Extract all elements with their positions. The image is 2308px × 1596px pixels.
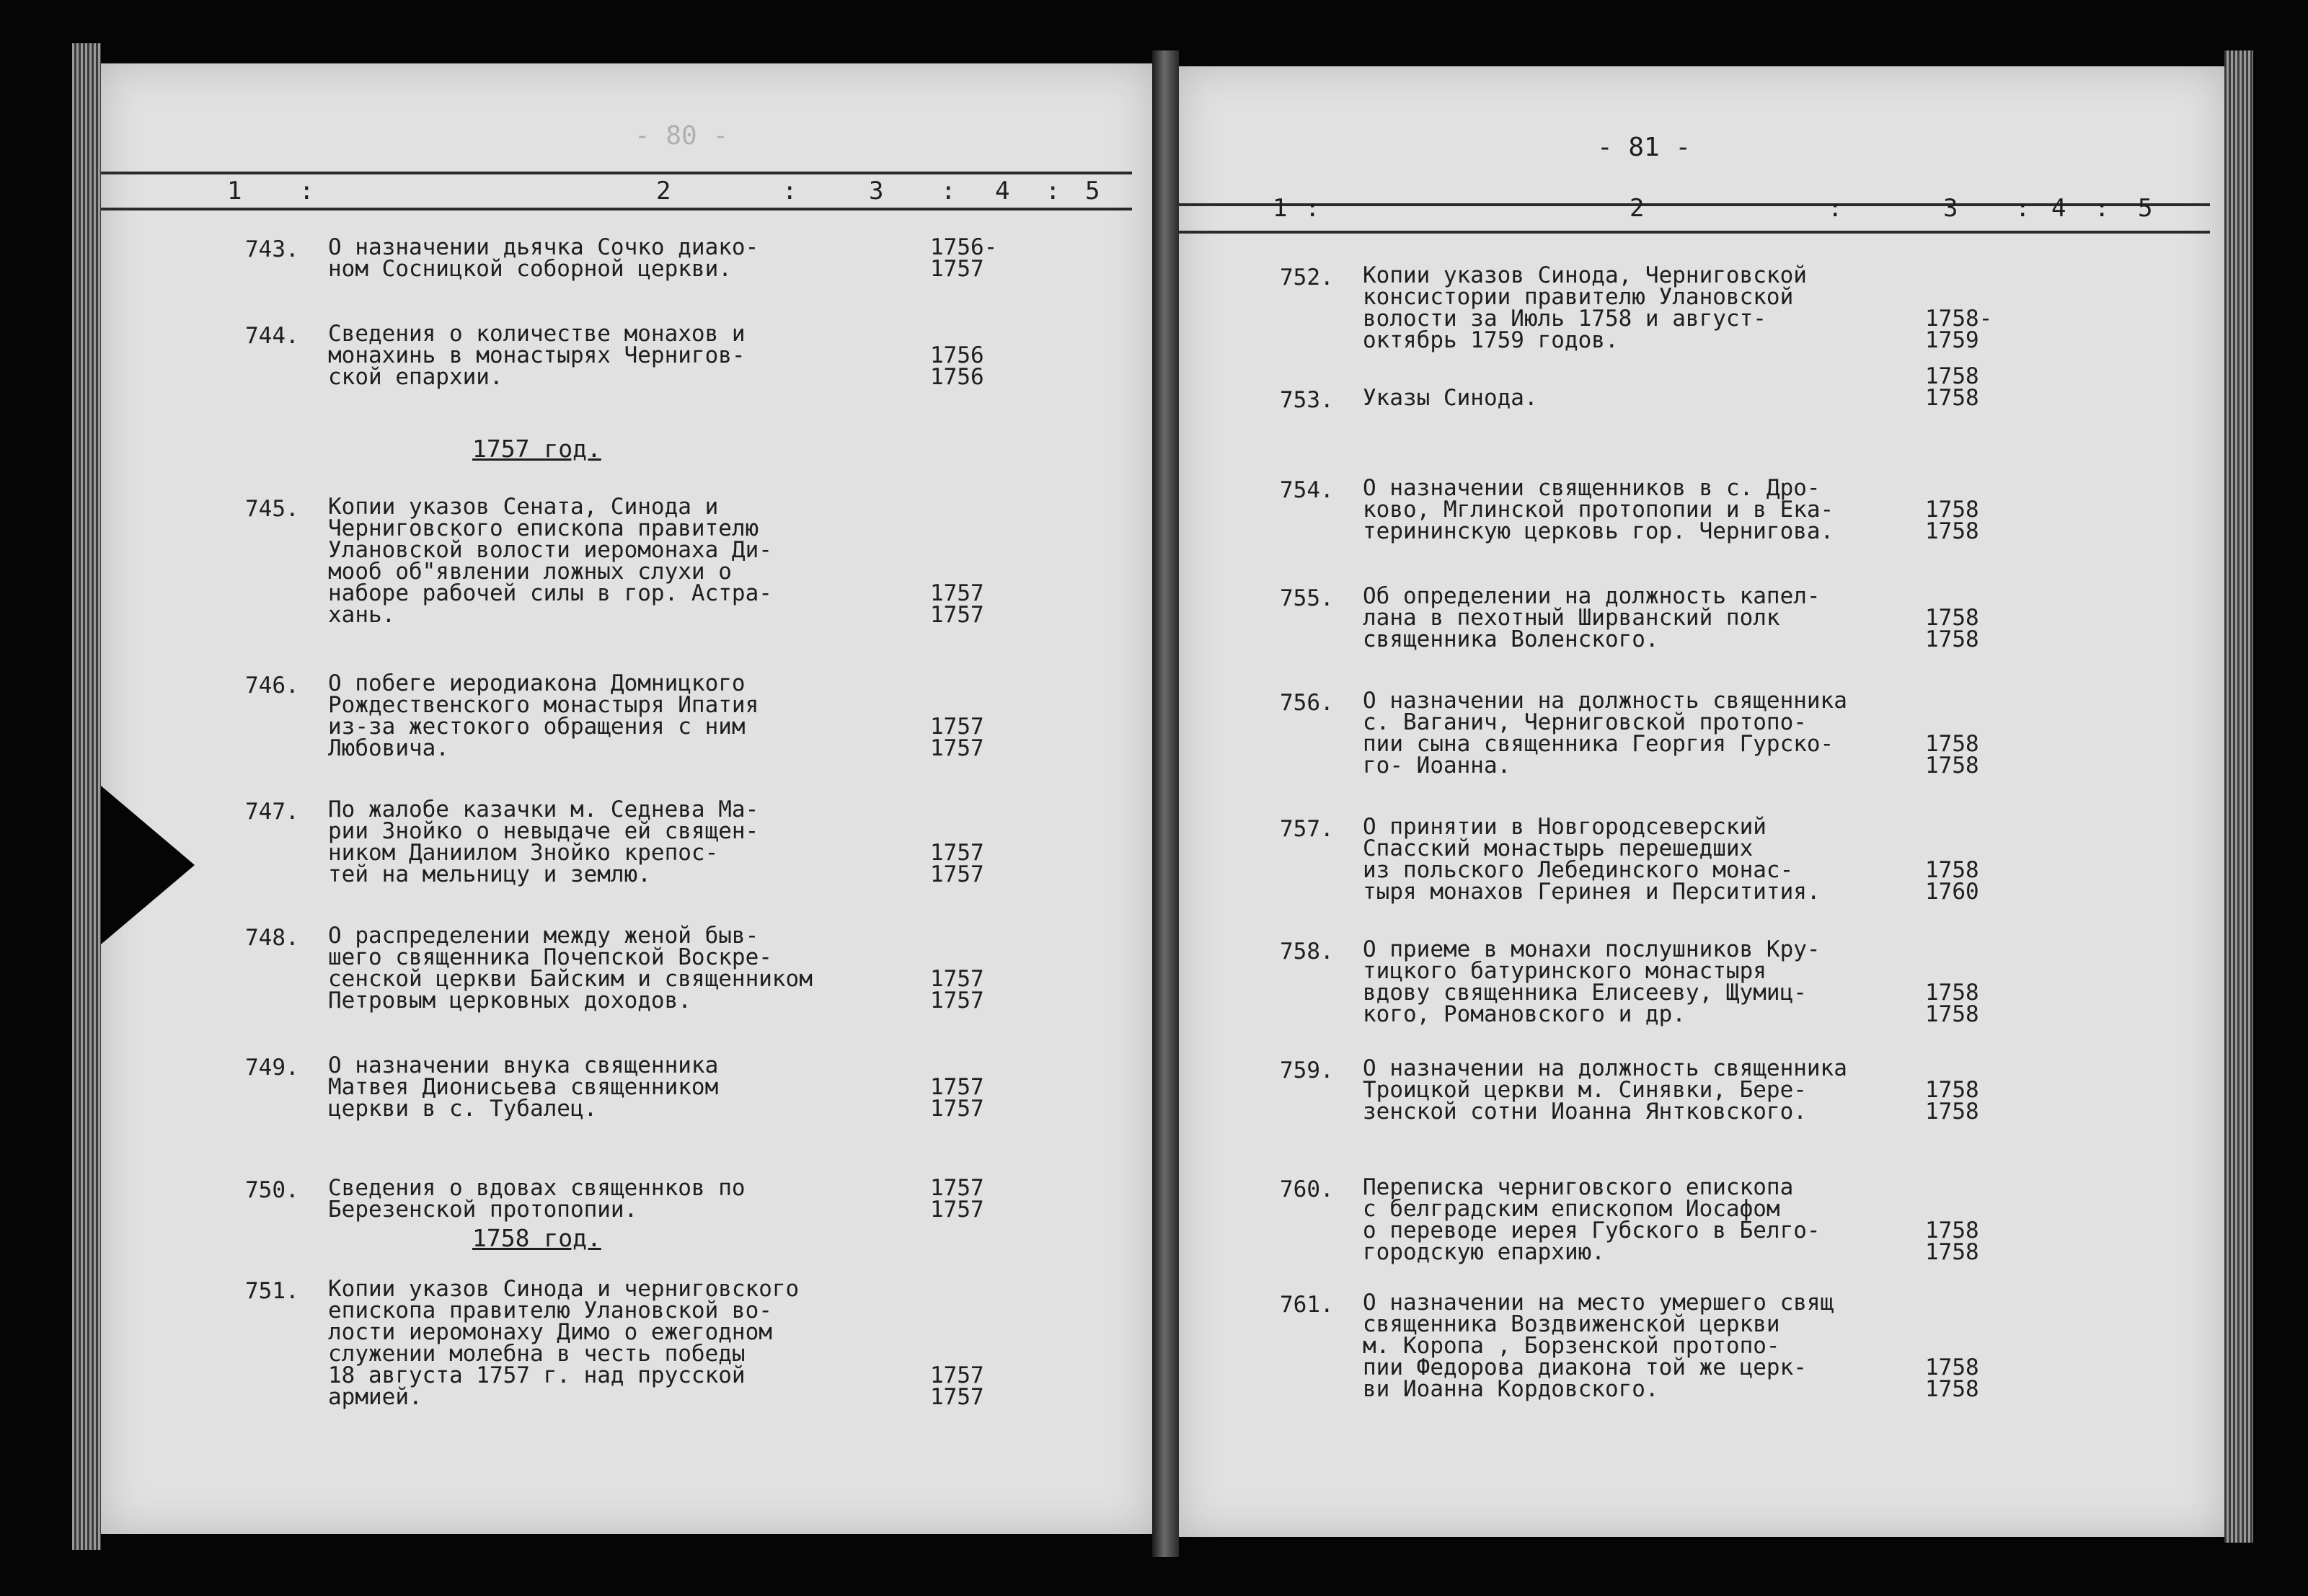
- right-entry-number: 755.: [1280, 585, 1334, 611]
- left-year-heading: 1757 год.: [472, 435, 601, 463]
- left-header-col-7: :: [1045, 177, 1061, 205]
- left-entry-years: 1756 1756: [930, 342, 984, 390]
- right-entry-text: Переписка черниговского епископа с белградским епископом Иосафом о переводе иерея Губского в Белго- городскую епархию.: [1363, 1174, 1821, 1265]
- right-header-col-0: 1: [1273, 194, 1288, 223]
- right-entry-text: О назначении на должность священника с. Ваганич, Черниговской протопо- пии сына священника Георгия Гурско- го- Иоанна.: [1363, 688, 1847, 779]
- page-tear-notch: [101, 786, 195, 944]
- left-entry-years: 1757 1757: [930, 714, 984, 761]
- left-entry-number: 746.: [245, 673, 299, 699]
- left-entry-text: Копии указов Сената, Синода и Черниговского епископа правителю Улановской волости иеромонаха Ди- мооб об"явлении ложных слухи о наборе рабочей силы в гор. Астра- хань.: [328, 494, 772, 628]
- left-entry-text: О побеге иеродиакона Домницкого Рождественского монастыря Ипатия из-за жестокого обращения с ним Любовича.: [328, 670, 759, 761]
- left-page-number: - 80 -: [635, 121, 729, 151]
- right-entry-years: 1758 1758: [1925, 1355, 1979, 1402]
- right-entry-text: Указы Синода.: [1363, 385, 1538, 411]
- right-entry-text: О приеме в монахи послушников Кру- тицкого батуринского монастыря вдову священника Елисееву, Щумиц- кого, Романовского и др.: [1363, 936, 1821, 1027]
- left-year-heading: 1758 год.: [472, 1224, 601, 1252]
- left-entry-years: 1757 1757: [930, 1074, 984, 1122]
- right-entry-text: О назначении на место умершего свящ священника Воздвиженской церкви м. Коропа , Борзенской протопо- пии Федорова диакона той же церк- ви Иоанна Кордовского.: [1363, 1290, 1834, 1402]
- right-header-col-8: 5: [2138, 194, 2153, 223]
- right-entry-years: 1758 1758: [1925, 497, 1979, 544]
- right-entry-years: 1758 1758: [1925, 731, 1979, 779]
- left-entry-years: 1756- 1757: [930, 234, 998, 282]
- left-entry-years: 1757 1757: [930, 580, 984, 628]
- left-entry-text: Копии указов Синода и черниговского епископа правителю Улановской во- лости иеромонаху Димо о ежегодном служении молебна в честь победы 18 августа 1757 г. над прусской армией.: [328, 1276, 800, 1410]
- right-header-col-7: :: [2095, 194, 2110, 223]
- right-entry-number: 758.: [1280, 939, 1334, 965]
- left-header-rule-top: [101, 172, 1132, 174]
- right-entry-text: Об определении на должность капел- лана в пехотный Ширванский полк священника Воленского.: [1363, 583, 1821, 652]
- left-entry-number: 747.: [245, 799, 299, 825]
- left-entry-text: Сведения о вдовах священнков по Березенской протопопии.: [328, 1175, 746, 1223]
- right-entry-years: 1758 1760: [1925, 857, 1979, 905]
- right-entry-number: 760.: [1280, 1176, 1334, 1202]
- right-header-col-5: :: [2015, 194, 2030, 223]
- right-entry-number: 761.: [1280, 1292, 1334, 1318]
- left-entry-years: 1757 1757: [930, 1362, 984, 1410]
- book-spine: [1152, 50, 1179, 1557]
- right-entry-number: 759.: [1280, 1058, 1334, 1083]
- right-entry-years: 1758- 1759: [1925, 306, 1993, 353]
- left-entry-years: 1757 1757: [930, 1175, 984, 1223]
- right-header-rule-bottom: [1179, 231, 2210, 234]
- left-entry-number: 749.: [245, 1055, 299, 1081]
- right-entry-years: 1758 1758: [1925, 1077, 1979, 1125]
- right-page-number: - 81 -: [1597, 133, 1692, 162]
- right-entry-number: 753.: [1280, 387, 1334, 413]
- right-header-col-1: :: [1305, 194, 1320, 223]
- left-entry-text: О распределении между женой быв- шего священника Почепской Воскре- сенской церкви Байским и священником Петровым церковных доходов.: [328, 923, 813, 1014]
- book-page-stack-right: [2224, 50, 2253, 1543]
- right-entry-years: 1758 1758: [1925, 605, 1979, 652]
- left-entry-number: 751.: [245, 1278, 299, 1304]
- book-page-stack-left: [72, 43, 101, 1550]
- left-entry-text: О назначении внука священника Матвея Дионисьева священником церкви в с. Тубалец.: [328, 1052, 719, 1122]
- left-entry-number: 743.: [245, 236, 299, 262]
- left-entry-years: 1757 1757: [930, 966, 984, 1014]
- right-header-col-4: 3: [1943, 194, 1958, 223]
- left-header-rule-bottom: [101, 208, 1132, 210]
- left-header-col-6: 4: [995, 177, 1010, 205]
- right-entry-text: О назначении на должность священника Троицкой церкви м. Синявки, Бере- зенской сотни Иоанна Янтковского.: [1363, 1055, 1847, 1125]
- left-entry-number: 748.: [245, 925, 299, 951]
- left-entry-text: О назначении дьячка Сочко диако- ном Сосницкой соборной церкви.: [328, 234, 759, 282]
- left-entry-text: По жалобе казачки м. Седнева Ма- рии Знойко о невыдаче ей священ- ником Даниилом Знойко крепос- тей на мельницу и землю.: [328, 797, 759, 887]
- left-page: [101, 63, 1152, 1534]
- right-entry-years: 1758 1758: [1925, 363, 1979, 411]
- right-entry-years: 1758 1758: [1925, 1218, 1979, 1265]
- right-entry-number: 756.: [1280, 690, 1334, 716]
- left-header-col-8: 5: [1085, 177, 1100, 205]
- left-entry-years: 1757 1757: [930, 840, 984, 887]
- left-entry-number: 750.: [245, 1177, 299, 1203]
- left-entry-number: 745.: [245, 496, 299, 522]
- left-header-col-2: 2: [656, 177, 671, 205]
- left-header-col-3: :: [782, 177, 797, 205]
- right-entry-text: Копии указов Синода, Черниговской консистории правителю Улановской волости за Июль 1758 и август- октябрь 1759 годов.: [1363, 262, 1807, 353]
- left-header-col-0: 1: [227, 177, 242, 205]
- right-page: [1179, 66, 2224, 1537]
- left-header-col-4: 3: [869, 177, 884, 205]
- right-entry-number: 754.: [1280, 477, 1334, 503]
- left-header-col-5: :: [941, 177, 956, 205]
- right-entry-number: 757.: [1280, 816, 1334, 842]
- right-entry-number: 752.: [1280, 265, 1334, 291]
- right-header-col-6: 4: [2051, 194, 2066, 223]
- right-entry-years: 1758 1758: [1925, 980, 1979, 1027]
- right-entry-text: О принятии в Новгородсеверский Спасский монастырь перешедших из польского Лебединского монас- тыря монахов Геринея и Перситития.: [1363, 814, 1821, 905]
- right-header-col-3: :: [1828, 194, 1843, 223]
- left-entry-text: Сведения о количестве монахов и монахинь в монастырях Чернигов- ской епархии.: [328, 321, 746, 390]
- right-header-col-2: 2: [1630, 194, 1645, 223]
- left-header-col-1: :: [299, 177, 314, 205]
- right-entry-text: О назначении священников в с. Дро- ково, Мглинской протопопии и в Ека- терининскую церковь гор. Чернигова.: [1363, 475, 1834, 544]
- left-entry-number: 744.: [245, 323, 299, 349]
